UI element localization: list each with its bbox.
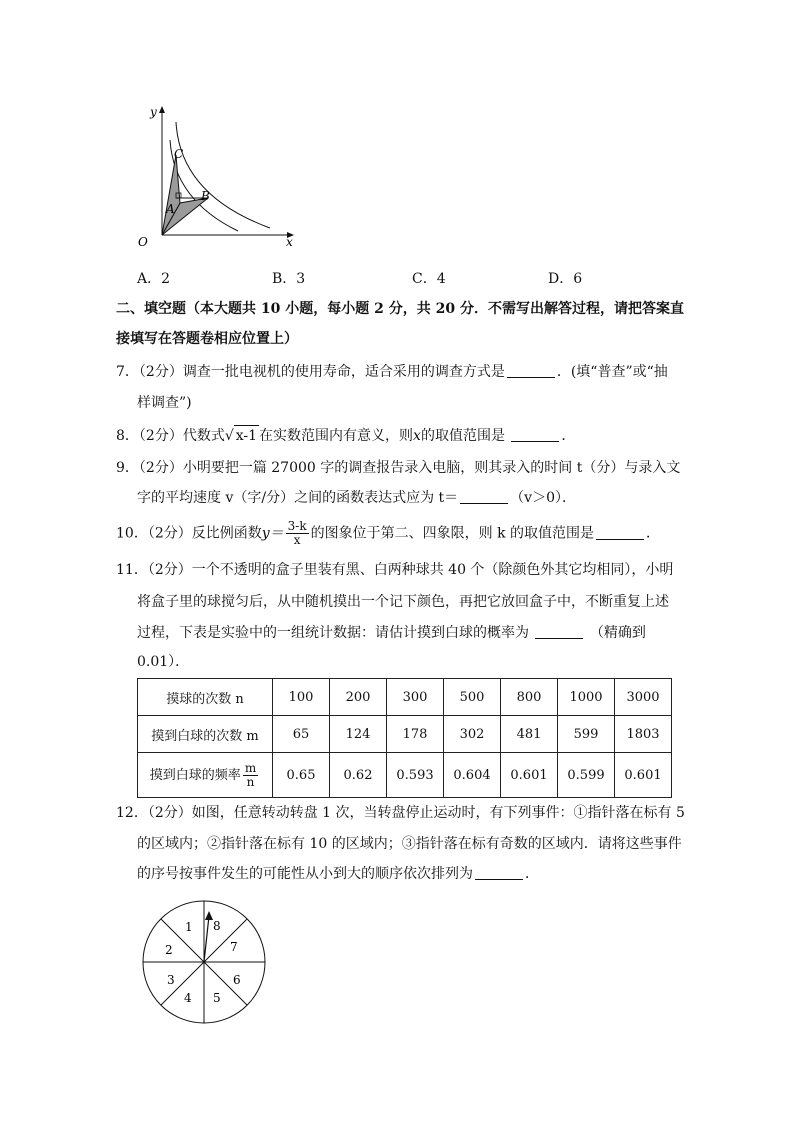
table-cell: 481 — [501, 716, 558, 753]
row3-fraction — [243, 762, 258, 789]
y-label: y — [150, 105, 157, 119]
table-cell: 65 — [273, 716, 330, 753]
table-cell: 0.601 — [501, 753, 558, 798]
q8-line — [116, 425, 575, 446]
table-cell: 0.599 — [558, 753, 615, 798]
option-b: B．3 — [272, 271, 306, 287]
q10-text: 10．（2分）反比例函数 — [116, 525, 262, 542]
hyperbola-figure — [130, 100, 310, 250]
table-cell: 200 — [330, 679, 387, 716]
experiment-table — [137, 678, 672, 798]
q7-blank — [507, 363, 555, 378]
q10-blank — [596, 525, 644, 540]
spinner-number: 2 — [165, 943, 173, 957]
q11-line1: 11．（2分）一个不透明的盒子里装有黑、白两种球共 40 个（除颜色外其它均相同），小明 — [116, 562, 674, 578]
q9-text: 字的平均速度 v（字/分）之间的函数表达式应为 t＝ — [137, 490, 459, 506]
table-cell: 0.65 — [273, 753, 330, 798]
table-cell: 1000 — [558, 679, 615, 716]
y-axis-arrow — [159, 106, 165, 113]
section-header-line1: 二、填空题（本大题共 10 小题，每小题 2 分，共 20 分．不需写出解答过程，请把答案直 — [116, 301, 684, 317]
q10-line — [116, 520, 660, 547]
spinner-number: 7 — [230, 940, 238, 954]
spinner-number: 1 — [185, 920, 193, 934]
q12-line1: 12．（2分）如图，任意转动转盘 1 次，当转盘停止运动时，有下列事件：①指针落在标有 5 — [116, 805, 685, 821]
x-label: x — [286, 235, 293, 249]
q10-fraction-den: x — [293, 533, 301, 547]
q8-text-mid: 在实数范围内有意义，则 — [259, 428, 414, 444]
q9-line1: 9．（2分）小明要把一篇 27000 字的调查报告录入电脑，则其录入的时间 t（分）与录入文 — [116, 460, 681, 476]
table-row — [138, 679, 672, 716]
q8-end: ． — [561, 428, 576, 444]
q10-text-post: 的图象位于第二、四象限，则 k 的取值范围是 — [310, 525, 595, 542]
q12-end: ． — [525, 866, 539, 882]
option-c: C．4 — [412, 271, 446, 287]
row3-fraction-den: n — [246, 774, 255, 789]
q11-blank — [535, 624, 583, 639]
spinner-number: 5 — [213, 991, 221, 1005]
q7-text: 7．（2分）调查一批电视机的使用寿命，适合采用的调查方式是 — [116, 364, 505, 380]
q8-var: x — [413, 428, 421, 444]
q11-text: 过程，下表是实验中的一组统计数据：请估计摸到白球的概率为 — [137, 625, 529, 641]
q11-line3 — [137, 623, 646, 643]
table-cell: 300 — [387, 679, 444, 716]
point-c-label: C — [174, 147, 184, 161]
spinner-number: 6 — [233, 973, 241, 987]
q12-line3 — [137, 864, 539, 884]
q10-fraction — [286, 520, 309, 547]
table-cell: 1803 — [615, 716, 672, 753]
table-cell: 599 — [558, 716, 615, 753]
point-a-label: A — [166, 202, 175, 216]
q7-text-end: ．(填“普查”或“抽 — [556, 364, 668, 380]
table-cell: 0.62 — [330, 753, 387, 798]
option-d: D．6 — [548, 271, 583, 287]
table-cell: 0.601 — [615, 753, 672, 798]
table-cell: 3000 — [615, 679, 672, 716]
q9-blank — [460, 489, 508, 504]
q8-blank — [511, 427, 559, 442]
spinner-number: 4 — [184, 991, 192, 1005]
q9-line2 — [137, 488, 576, 508]
q7-line1 — [116, 362, 668, 382]
q10-fraction-num: 3-k — [287, 519, 307, 533]
q8-radicand: x-1 — [234, 425, 259, 446]
q9-text-end: （v＞0）． — [510, 490, 576, 506]
q11-line2: 将盒子里的球搅匀后，从中随机摸出一个记下颜色，再把它放回盒子中，不断重复上述 — [137, 594, 669, 610]
point-b-label: B — [201, 189, 210, 203]
row3-fraction-num: m — [244, 760, 257, 775]
section-header-line2: 接填写在答题卷相应位置上） — [116, 331, 298, 347]
q11-text-end: （精确到 — [589, 625, 646, 641]
spinner-number: 3 — [167, 973, 175, 987]
table-cell: 500 — [444, 679, 501, 716]
spinner-number: 8 — [213, 919, 221, 933]
table-cell: 800 — [501, 679, 558, 716]
q8-text-post: 的取值范围是 — [420, 428, 505, 444]
table-row — [138, 753, 672, 798]
table-cell: 178 — [387, 716, 444, 753]
table-row — [138, 716, 672, 753]
table-cell: 100 — [273, 679, 330, 716]
table-cell: 302 — [444, 716, 501, 753]
sqrt-sign: √ — [224, 428, 234, 444]
q10-end: ． — [646, 525, 661, 542]
origin-label: O — [138, 235, 148, 249]
row1-label: 摸球的次数 n — [138, 679, 273, 716]
option-a: A．2 — [137, 271, 171, 287]
table-cell: 124 — [330, 716, 387, 753]
row3-label — [138, 753, 273, 798]
q12-blank — [475, 865, 523, 880]
row2-label: 摸到白球的次数 m — [138, 716, 273, 753]
q8-text: 8．（2分）代数式 — [116, 428, 225, 444]
spinner-figure — [140, 898, 270, 1028]
q12-line2: 的区域内；②指针落在标有 10 的区域内；③指针落在标有奇数的区域内．请将这些事件 — [137, 836, 682, 852]
q7-line2: 样调查”) — [137, 395, 192, 411]
q10-func: y＝ — [261, 525, 284, 542]
q12-text: 的序号按事件发生的可能性从小到大的顺序依次排列为 — [137, 866, 473, 882]
table-cell: 0.604 — [444, 753, 501, 798]
row3-label-text: 摸到白球的频率 — [149, 767, 241, 783]
q11-line4: 0.01）． — [137, 654, 190, 670]
table-cell: 0.593 — [387, 753, 444, 798]
